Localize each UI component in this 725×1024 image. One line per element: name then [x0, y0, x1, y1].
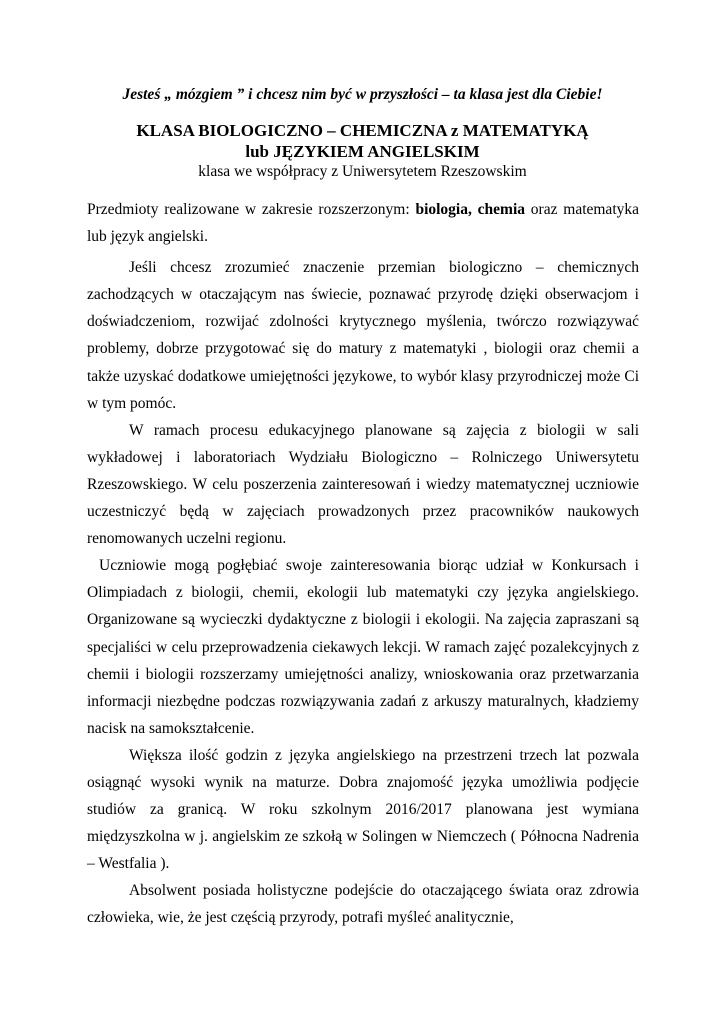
intro-text-after: oraz matematyka lub język angielski. [87, 201, 640, 246]
title-line-2: lub JĘZYKIEM ANGIELSKIM [245, 142, 480, 161]
title-line-1: KLASA BIOLOGICZNO – CHEMICZNA z MATEMATYKĄ [136, 121, 589, 140]
page-title [0, 120, 725, 162]
tagline: Jesteś „ mózgiem ” i chcesz nim być w przyszłości – ta klasa jest dla Ciebie! [122, 86, 603, 103]
subtitle: klasa we współpracy z Uniwersytetem Rzeszowskim [198, 163, 527, 180]
paragraph-4: Większa ilość godzin z języka angielskiego na przestrzeni trzech lat pozwala osiągnąć wysoki wynik na maturze. Dobra znajomość języka umożliwia podjęcie studiów za granicą. W roku szkolnym 2016/2017 planowana jest wymiana międzyszkolna w j. angielskim ze szkołą w Solingen w Niemczech ( Północna Nadrenia – Westfalia ). [87, 746, 639, 873]
intro-text-before: Przedmioty realizowane w zakresie rozszerzonym: [87, 201, 416, 218]
intro-paragraph [87, 196, 639, 250]
document-body [87, 196, 639, 932]
paragraph-1: Jeśli chcesz zrozumieć znaczenie przemian biologiczno – chemicznych zachodzących w otaczającym nas świecie, poznawać przyrodę dzięki obserwacjom i doświadczeniom, rozwijać zdolności krytycznego myślenia, twórczo rozwiązywać problemy, dobrze przygotować się do matury z matematyki , biologii oraz chemii a także uzyskać dodatkowe umiejętności językowe, to wybór klasy przyrodniczej może Ci w tym pomóc. [87, 259, 639, 412]
paragraph-2: W ramach procesu edukacyjnego planowane są zajęcia z biologii w sali wykładowej i laboratoriach Wydziału Biologiczno – Rolniczego Uniwersytetu Rzeszowskiego. W celu poszerzenia zainteresowań i wiedzy matematycznej uczniowie uczestniczyć będą w zajęciach prowadzonych przez pracowników naukowych renomowanych uczelni regionu. [87, 421, 639, 548]
paragraph-3: Uczniowie mogą pogłębiać swoje zainteresowania biorąc udział w Konkursach i Olimpiadach z biologii, chemii, ekologii lub matematyki czy języka angielskiego. Organizowane są wycieczki dydaktyczne z biologii i ekologii. Na zajęcia zapraszani są specjaliści w celu przeprowadzenia ciekawych lekcji. W ramach zajęć pozalekcyjnych z chemii i biologii rozszerzamy umiejętności analizy, wnioskowania oraz przetwarzania informacji niezbędne podczas rozwiązywania zadań z arkuszy maturalnych, kładziemy nacisk na samokształcenie. [87, 557, 639, 737]
paragraph-5: Absolwent posiada holistyczne podejście do otaczającego świata oraz zdrowia człowieka, wie, że jest częścią przyrody, potrafi myśleć analitycznie, [87, 882, 639, 927]
intro-subjects-bold: biologia, chemia [415, 201, 526, 218]
